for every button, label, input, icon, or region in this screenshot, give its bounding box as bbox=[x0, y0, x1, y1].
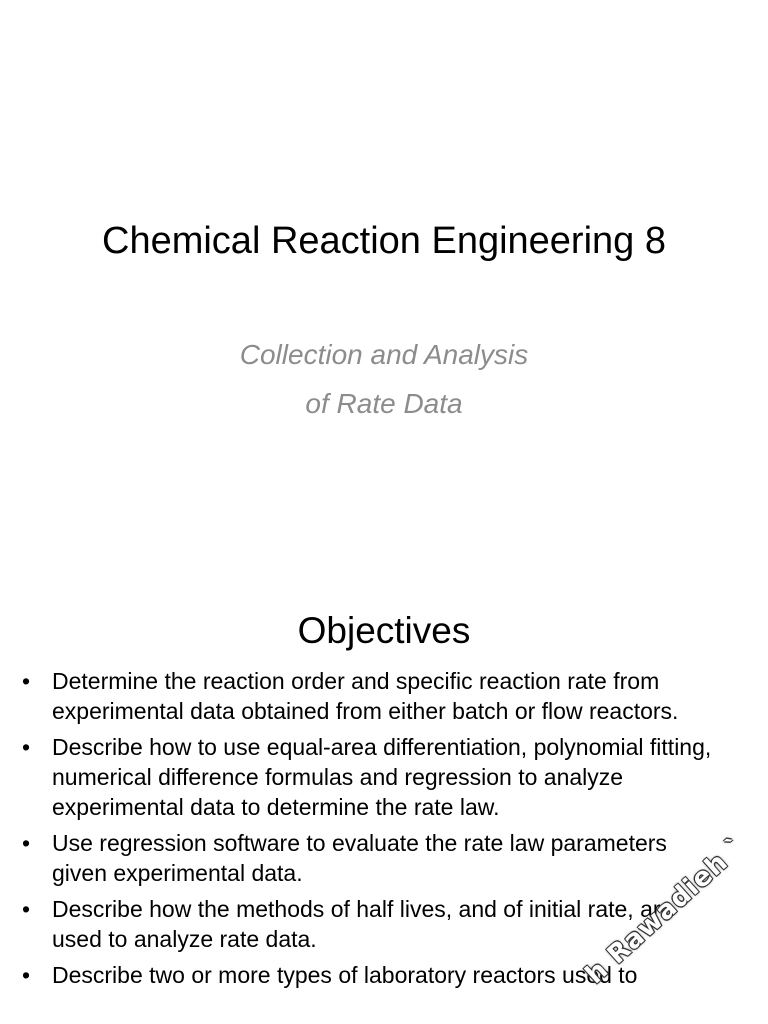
objective-text: Describe how to use equal-area differentiation, polynomial fitting, numerical difference formulas and regression to analyze experimental data to determine the rate law. bbox=[52, 734, 712, 820]
bullet-icon: • bbox=[22, 830, 31, 856]
slide-title: Chemical Reaction Engineering 8 bbox=[102, 220, 666, 262]
objective-text: Determine the reaction order and specific reaction rate from experimental data obtained from either batch or flow reactors. bbox=[52, 668, 679, 724]
subtitle-line-1: Collection and Analysis bbox=[239, 339, 529, 370]
bullet-icon: • bbox=[22, 734, 31, 760]
bullet-icon: • bbox=[22, 962, 31, 988]
bullet-icon: • bbox=[22, 668, 31, 694]
subtitle-line-2: of Rate Data bbox=[305, 388, 463, 419]
objective-item bbox=[20, 666, 725, 726]
watermark-text: h Rawadieh ` bbox=[579, 830, 752, 990]
bullet-icon: • bbox=[22, 896, 31, 922]
objective-text: Use regression software to evaluate the rate law parameters given experimental data. bbox=[52, 830, 667, 886]
objectives-heading: Objectives bbox=[297, 610, 471, 651]
objective-item bbox=[20, 732, 725, 822]
objectives-slide bbox=[0, 578, 768, 1024]
objective-text: Describe two or more types of laboratory reactors used to bbox=[52, 962, 638, 988]
objective-text: Describe how the methods of half lives, and of initial rate, are used to analyze rate data. bbox=[52, 896, 674, 952]
objective-item bbox=[20, 828, 725, 888]
slide-subtitle bbox=[0, 330, 768, 428]
